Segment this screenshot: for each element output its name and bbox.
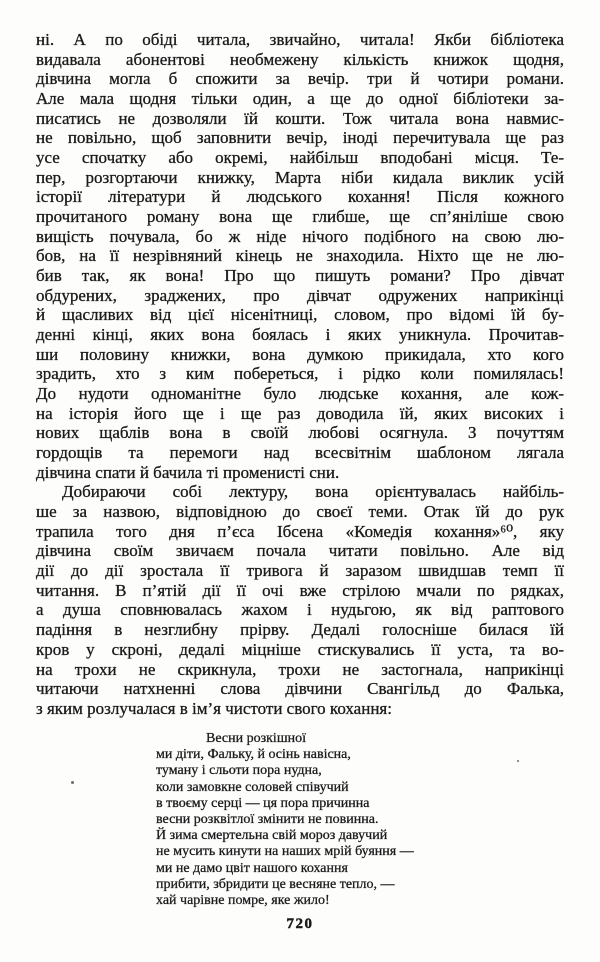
text-line: бив так, як вона! Про що пишуть романи? Про дівчат [36,266,564,286]
poem-line: Весни розкішної [206,731,306,746]
page-number: 720 [286,916,314,932]
poem-line: Й зима смертельна свій мороз давучий [156,828,388,844]
poem-line: хай чарівне помре, яке жило! [156,892,330,908]
text-line: читання. В п’ятій дії її очі вже стрілою мчали по рядках, [36,580,564,600]
text-line: ше за назвою, відповідною до своєї теми. Отак їй до рук [36,502,564,522]
text-line: й щасливих від цієї нісенітниці, словом, про відомі їй бу- [36,305,564,325]
text-line: дівчина могла б спожити за вечір. три й чотири романи. [36,69,564,89]
poem-block [156,731,496,909]
poem-line: в твоєму серці — ця пора причинна [156,795,370,811]
poem-line: коли замовкне соловей співучий [156,779,349,795]
text-line: До нудоти одноманітне було людське кохання, але кож- [36,384,564,404]
text-line: кров у скроні, дедалі міцніше стискувались її уста, та во- [36,639,564,659]
text-line: дівчина своїм звичаєм почала читати повільно. Але від [36,541,564,561]
text-line: пер, розгортаючи книжку, Марта ніби кидала виклик усій [36,167,564,187]
text-line: видавала абонентові необмежену кількість книжок щодня, [36,49,564,69]
poem-line: ми діти, Фальку, й осінь навісна, [156,747,351,763]
ink-speck [517,760,519,762]
text-line: писатись не дозволяли їй кошти. Тож читала вона навмис- [36,108,564,128]
text-line: читаючи натхненні слова дівчини Свангільд до Фалька, [36,679,564,699]
text-line: з яким розлучалася в ім’я чистоти свого кохання: [36,698,392,718]
poem-line: весни розквітлої змінити не повинна. [156,811,379,827]
ink-speck [71,781,74,784]
text-line: усе спочатку або окремі, найбільш вподобані місця. Те- [36,148,564,168]
text-line: вищість почувала, бо ж ніде нічого подібного на свою лю- [36,226,564,246]
text-line: бов, на її незрівняний кінець не знаходила. Ніхто ще не лю- [36,246,564,266]
text-line: не повільно, щоб заповнити вечір, іноді перечитувала ще раз [36,128,564,148]
text-line: падіння в незглибну прірву. Дедалі голосніше билася їй [36,620,564,640]
text-line: зрадить, хто з ким побереться, і рідко коли помилялась! [36,364,564,384]
text-line: дівчина спати й бачила ті променисті сни. [36,462,340,482]
text-line: а душа сповнювалась жахом і нудьгою, як від раптового [36,600,564,620]
text-line: історії літератури й людського кохання! Після кожного [36,187,564,207]
text-line: денні кінці, яких вона боялась і яких уникнула. Прочитав- [36,325,564,345]
text-line: ши половину книжки, вона думкою прикидала, хто кого [36,344,564,364]
poem-line: не мусить кинути на наших мрій буяння — [156,844,414,860]
text-line: обдурених, зраджених, про дівчат одружених наприкінці [36,285,564,305]
text-line: прочитаного роману вона ще глибше, ще сп’яніліше свою [36,207,564,227]
poem-line: прибити, збридити це весняне тепло, — [156,876,395,892]
text-line: нових щаблів вона в своїй любові осягнула. З почуттям [36,423,564,443]
body-text [36,30,564,719]
text-line: трапила того дня п’єса Ібсена «Комедія кохання»⁶⁰, яку [36,521,564,541]
text-line: гордощів та перемоги над всесвітнім шаблоном лягала [36,443,564,463]
text-line: Але мала щодня тільки один, а ще до одної бібліотеки за- [36,89,564,109]
text-line: дії до дії зростала її тривога й заразом швидшав темп її [36,561,564,581]
text-line: на історія його ще і ще раз доводила їй, яких високих і [36,403,564,423]
text-line: ні. А по обіді читала, звичайно, читала! Якби бібліотека [36,30,564,49]
poem-line: ми не дамо цвіт нашого кохання [156,860,348,876]
poem-line: туману і сльоти пора нудна, [156,763,322,779]
text-line: на трохи не скрикнула, трохи не застогнала, наприкінці [36,659,564,679]
text-line: Добираючи собі лектуру, вона орієнтувалась найбіль- [62,482,564,502]
